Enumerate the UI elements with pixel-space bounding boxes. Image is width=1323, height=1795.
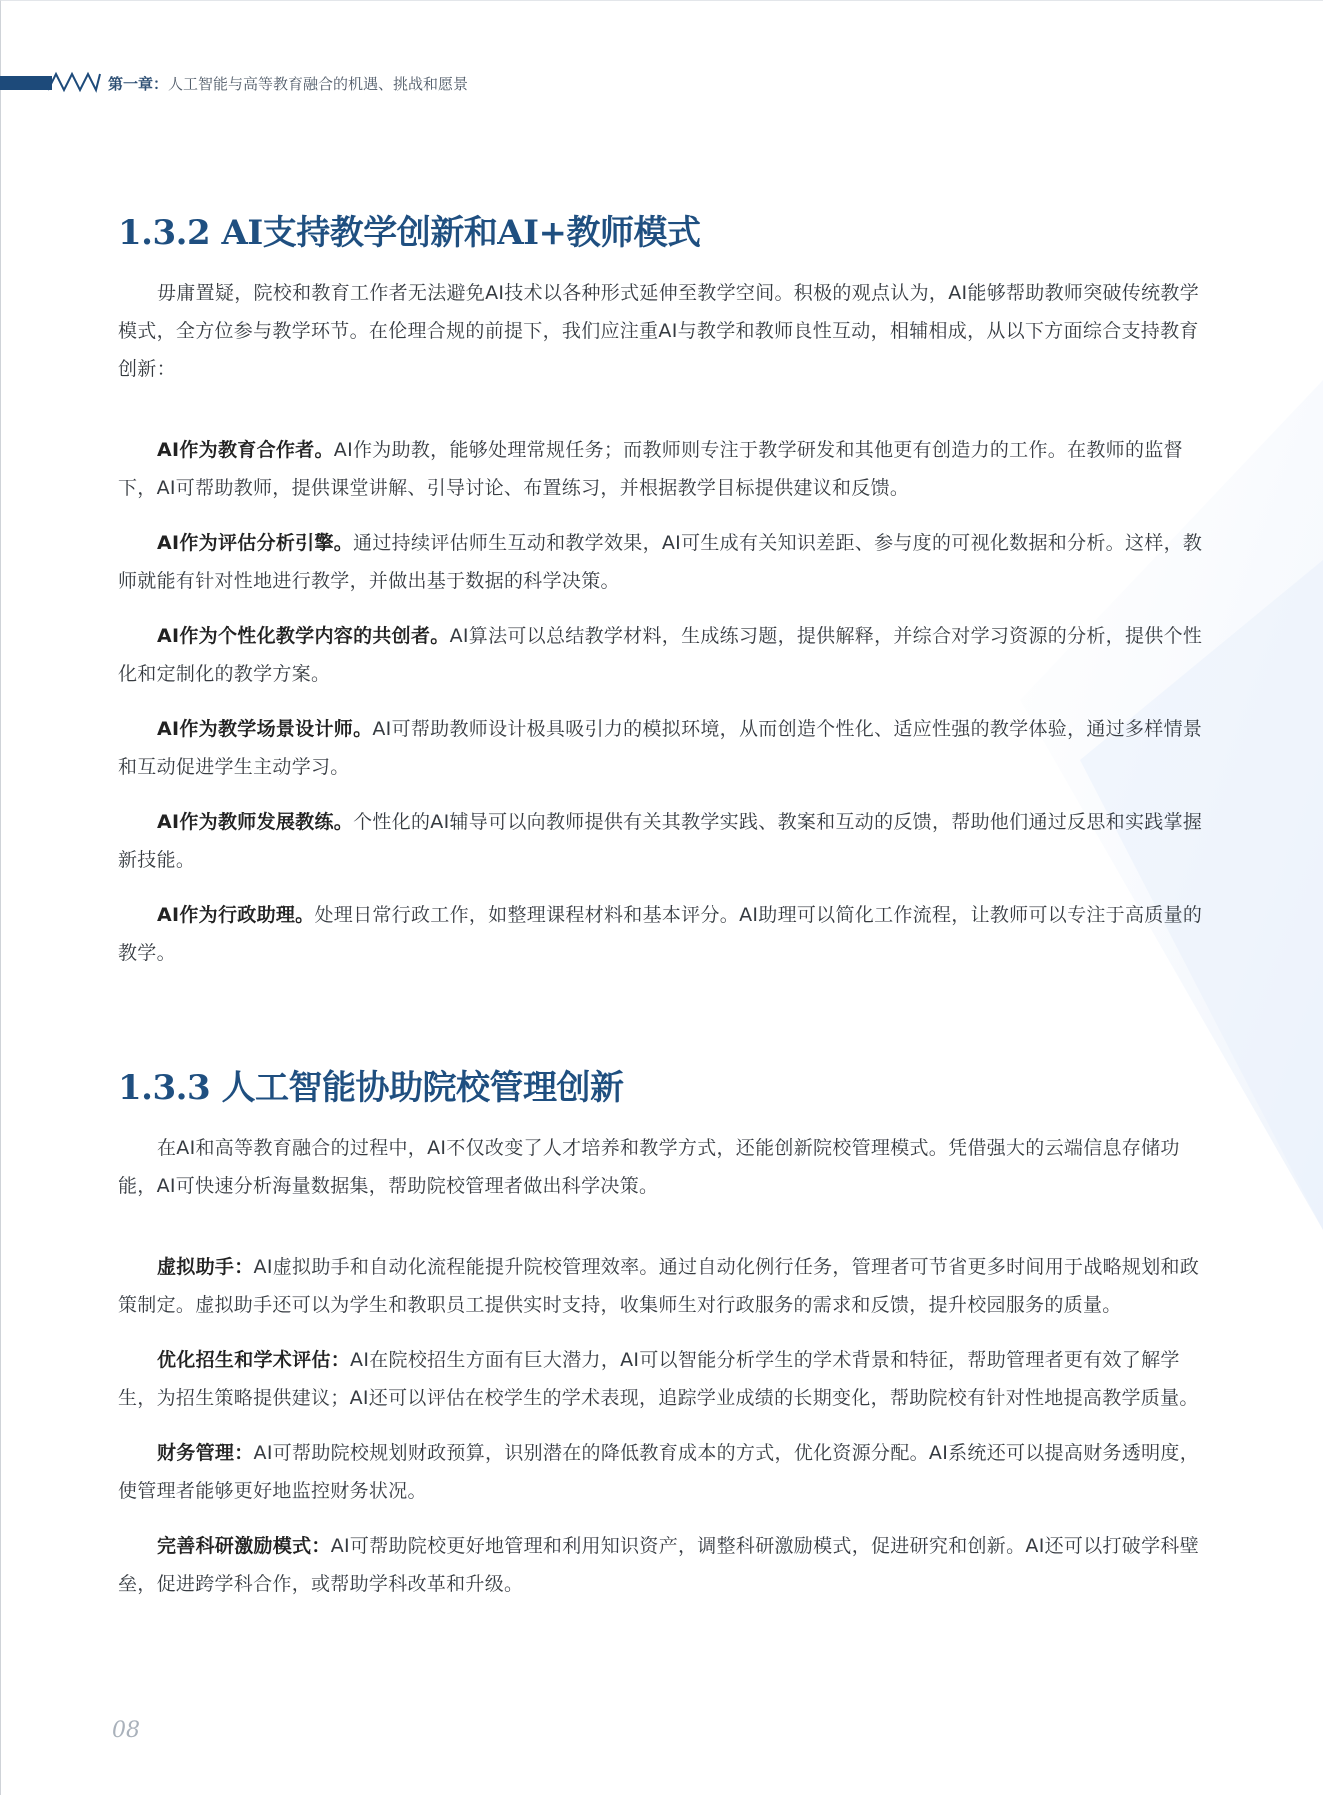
list-item	[118, 617, 1208, 693]
section-1-3-3	[118, 1060, 1208, 1603]
item-lead: 虚拟助手：	[157, 1256, 254, 1278]
item-lead: 优化招生和学术评估：	[157, 1349, 351, 1371]
list-item	[118, 710, 1208, 786]
item-lead: AI作为教学场景设计师。	[157, 718, 373, 740]
item-text: 通过持续评估师生互动和教学效果，AI可生成有关知识差距、参与度的可视化数据和分析。这样，教师就能有针对性地进行教学，并做出基于数据的科学决策。	[118, 532, 1203, 592]
item-lead: AI作为教师发展教练。	[157, 811, 354, 833]
item-text: AI可帮助院校更好地管理和利用知识资产，调整科研激励模式，促进研究和创新。AI还可以打破学科壁垒，促进跨学科合作，或帮助学科改革和升级。	[118, 1535, 1200, 1595]
list-item	[118, 1341, 1208, 1417]
section-title: 1.3.2 AI支持教学创新和AI+教师模式	[118, 213, 701, 253]
header-bar	[0, 76, 52, 90]
list-item	[118, 1248, 1208, 1324]
header-chapter-title: 人工智能与高等教育融合的机遇、挑战和愿景	[168, 75, 469, 93]
list-item	[118, 1434, 1208, 1510]
item-lead: 完善科研激励模式：	[157, 1535, 331, 1557]
item-text: AI算法可以总结教学材料，生成练习题，提供解释，并综合对学习资源的分析，提供个性化和定制化的教学方案。	[118, 625, 1203, 685]
item-lead: AI作为教育合作者。	[157, 439, 334, 461]
item-lead: 财务管理：	[157, 1442, 254, 1464]
running-header	[0, 70, 700, 96]
list-item	[118, 431, 1208, 507]
item-text: 个性化的AI辅导可以向教师提供有关其教学实践、教案和互动的反馈，帮助他们通过反思和实践掌握新技能。	[118, 811, 1203, 871]
item-text: AI虚拟助手和自动化流程能提升院校管理效率。通过自动化例行任务，管理者可节省更多时间用于战略规划和政策制定。虚拟助手还可以为学生和教职员工提供实时支持，收集师生对行政服务的需求和反馈，提升校园服务的质量。	[118, 1256, 1200, 1316]
item-text: AI在院校招生方面有巨大潜力，AI可以智能分析学生的学术背景和特征，帮助管理者更有效了解学生，为招生策略提供建议；AI还可以评估在校学生的学术表现，追踪学业成绩的长期变化，帮助院校有针对性地提高教学质量。	[118, 1349, 1199, 1409]
section-title: 1.3.3 人工智能协助院校管理创新	[118, 1068, 624, 1108]
list-item	[118, 1527, 1208, 1603]
list-item	[118, 896, 1208, 972]
list-item	[118, 803, 1208, 879]
item-text: AI可帮助教师设计极具吸引力的模拟环境，从而创造个性化、适应性强的教学体验，通过多样情景和互动促进学生主动学习。	[118, 718, 1203, 778]
header-title	[108, 73, 468, 94]
item-lead: AI作为个性化教学内容的共创者。	[157, 625, 450, 647]
section-intro: 毋庸置疑，院校和教育工作者无法避免AI技术以各种形式延伸至教学空间。积极的观点认为，AI能够帮助教师突破传统教学模式，全方位参与教学环节。在伦理合规的前提下，我们应注重AI与教学和教师良性互动，相辅相成，从以下方面综合支持教育创新：	[118, 282, 1200, 380]
list-item	[118, 524, 1208, 600]
section-1-3-2	[118, 205, 1208, 972]
item-text: 处理日常行政工作，如整理课程材料和基本评分。AI助理可以简化工作流程，让教师可以专注于高质量的教学。	[118, 904, 1203, 964]
header-chapter: 第一章：	[108, 75, 169, 93]
wave-logo-icon	[46, 70, 102, 94]
item-lead: AI作为评估分析引擎。	[157, 532, 354, 554]
item-text: AI作为助教，能够处理常规任务；而教师则专注于教学研发和其他更有创造力的工作。在教师的监督下，AI可帮助教师，提供课堂讲解、引导讨论、布置练习，并根据教学目标提供建议和反馈。	[118, 439, 1183, 499]
page-number: 08	[112, 1718, 140, 1743]
item-lead: AI作为行政助理。	[157, 904, 315, 926]
section-intro: 在AI和高等教育融合的过程中，AI不仅改变了人才培养和教学方式，还能创新院校管理模式。凭借强大的云端信息存储功能，AI可快速分析海量数据集，帮助院校管理者做出科学决策。	[118, 1137, 1180, 1197]
item-text: AI可帮助院校规划财政预算，识别潜在的降低教育成本的方式，优化资源分配。AI系统还可以提高财务透明度，使管理者能够更好地监控财务状况。	[118, 1442, 1200, 1502]
